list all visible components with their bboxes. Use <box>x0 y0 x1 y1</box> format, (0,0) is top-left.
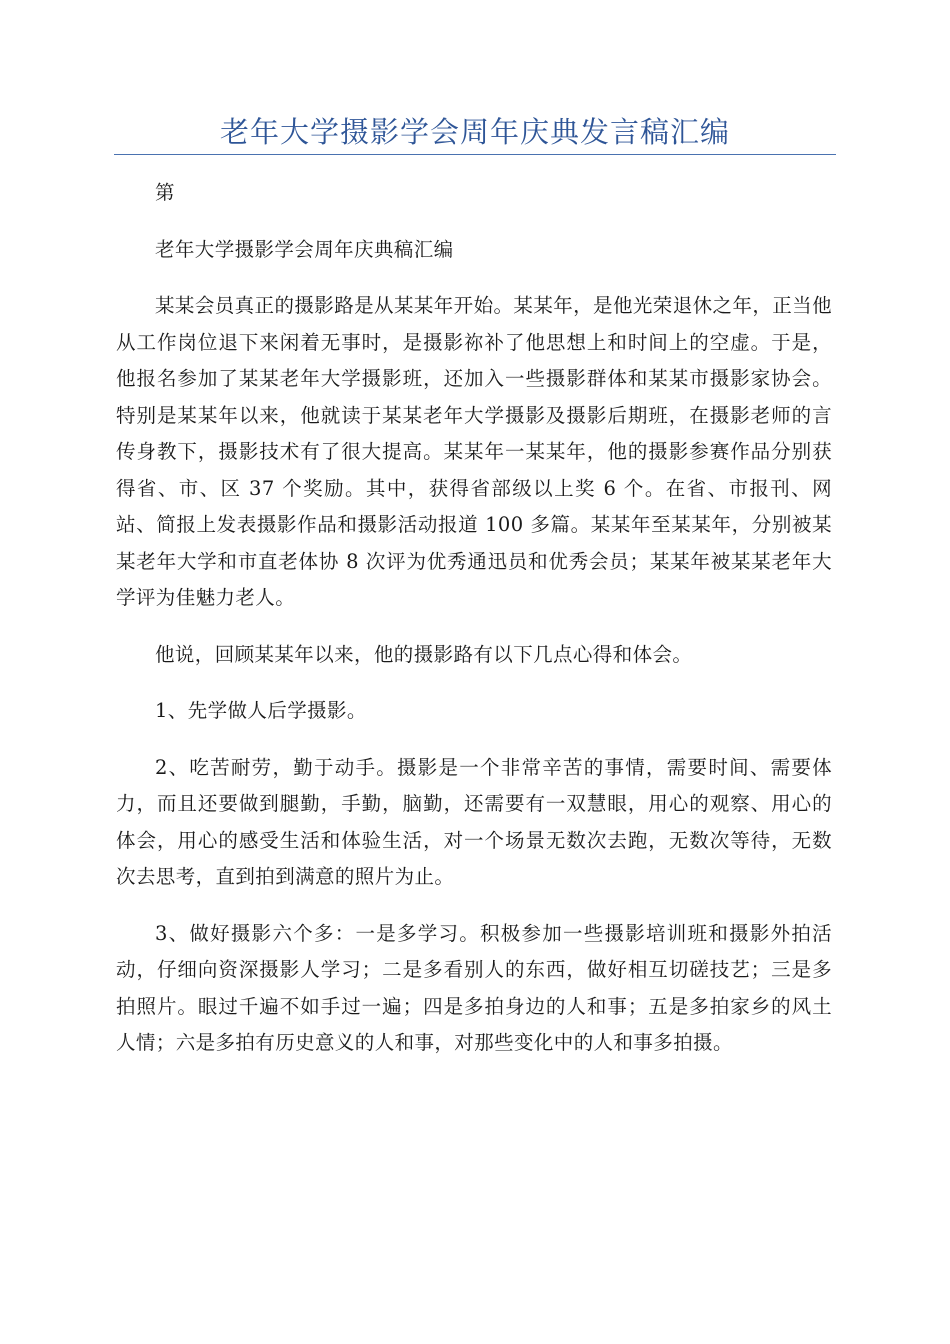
paragraph: 老年大学摄影学会周年庆典稿汇编 <box>155 237 454 261</box>
paragraph: 他说，回顾某某年以来，他的摄影路有以下几点心得和体会。 <box>155 642 693 666</box>
paragraph: 第 <box>155 181 175 204</box>
paragraph: 3、做好摄影六个多：一是多学习。积极参加一些摄影培训班和摄影外拍活动，仔细向资深摄影人学习；二是多看别人的东西，做好相互切磋技艺；三是多拍照片。眼过千遍不如手过一遍；四是多拍身边的人和事；五是多拍家乡的风土人情；六是多拍有历史意义的人和事，对那些变化中的人和事多拍摄。 <box>116 921 832 1054</box>
paragraph: 1、先学做人后学摄影。 <box>155 699 367 722</box>
document-body <box>116 175 832 1082</box>
paragraph: 某某会员真正的摄影路是从某某年开始。某某年，是他光荣退休之年，正当他从工作岗位退下来闲着无事时，是摄影祢补了他思想上和时间上的空虚。于是，他报名参加了某某老年大学摄影班，还加入一些摄影群体和某某市摄影家协会。特别是某某年以来，他就读于某某老年大学摄影及摄影后期班，在摄影老师的言传身教下，摄影技术有了很大提高。某某年一某某年，他的摄影参赛作品分别获得省、市、区 37 个奖励。其中，获得省部级以上奖 6 个。在省、市报刊、网站、简报上发表摄影作品和摄影活动报道 100 多篇。某某年至某某年，分别被某某老年大学和市直老体协 8 次评为优秀通迅员和优秀会员；某某年被某某老年大学评为佳魅力老人。 <box>116 294 832 609</box>
paragraph: 2、吃苦耐劳，勤于动手。摄影是一个非常辛苦的事情，需要时间、需要体力，而且还要做到腿勤，手勤，脑勤，还需要有一双慧眼，用心的观察、用心的体会，用心的感受生活和体验生活，对一个场景无数次去跑，无数次等待，无数次去思考，直到拍到满意的照片为止。 <box>116 755 832 888</box>
document-title: 老年大学摄影学会周年庆典发言稿汇编 <box>219 115 730 149</box>
title-underline <box>114 154 836 155</box>
